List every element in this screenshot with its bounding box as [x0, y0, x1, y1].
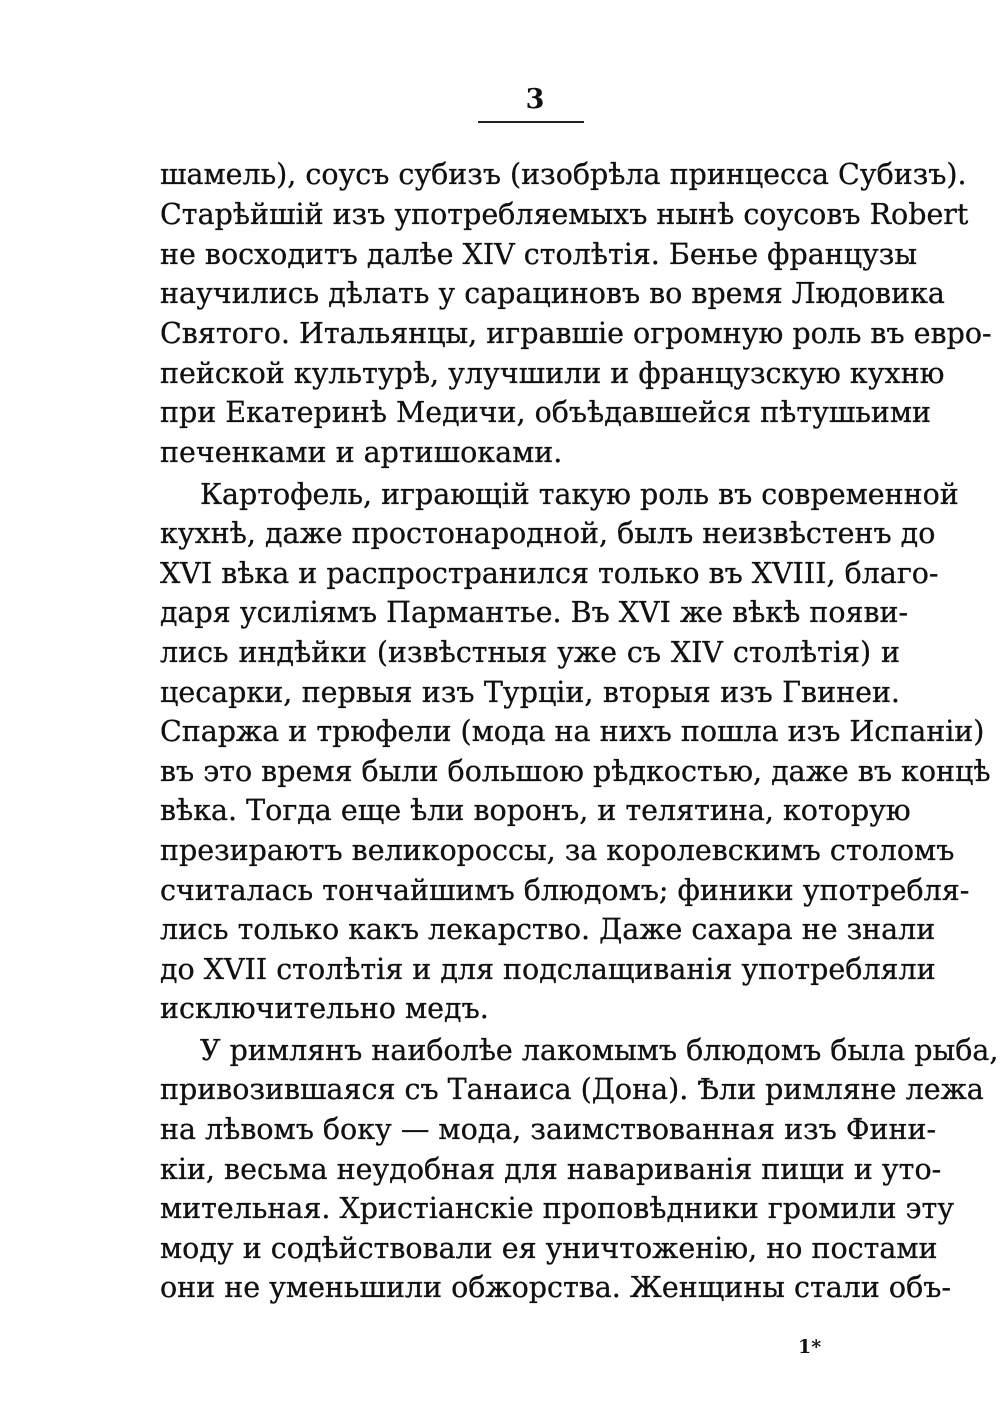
text-line: пейской культурѣ, улучшили и французскую кухню	[160, 357, 945, 390]
text-line: на лѣвомъ боку — мода, заимствованная изъ Фини-	[160, 1113, 937, 1146]
text-line: Святого. Итальянцы, игравшіе огромную роль въ евро-	[160, 317, 992, 350]
text-line: шамель), соусъ субизъ (изобрѣла принцесса Субизъ).	[160, 158, 967, 191]
page-number: 3	[525, 84, 545, 115]
text-line: научились дѣлать у сарациновъ во время Людовика	[160, 277, 945, 310]
printer-signature-mark: 1*	[798, 1336, 822, 1358]
text-line: лись только какъ лекарство. Даже сахара не знали	[160, 913, 936, 946]
text-line: привозившаяся съ Танаиса (Дона). Ѣли римляне лежа	[160, 1073, 984, 1106]
text-line: въ это время были большою рѣдкостью, даже въ концѣ	[160, 755, 991, 788]
text-line: Старѣйшій изъ употребляемыхъ нынѣ соусовъ Robert	[160, 198, 969, 231]
text-line: печенками и артишоками.	[160, 436, 563, 469]
text-line: при Екатеринѣ Медичи, объѣдавшейся пѣтушьими	[160, 396, 932, 429]
text-line: У римлянъ наиболѣе лакомымъ блюдомъ была рыба,	[200, 1034, 999, 1067]
text-line: Картофель, играющій такую роль въ современной	[200, 478, 959, 511]
text-line: они не уменьшили обжорства. Женщины стали объ-	[160, 1271, 951, 1304]
text-line: презираютъ великороссы, за королевскимъ столомъ	[160, 834, 955, 867]
text-line: моду и содѣйствовали ея уничтоженію, но постами	[160, 1232, 938, 1265]
text-line: XVI вѣка и распространился только въ XVIII, благо-	[160, 557, 939, 590]
text-line: Спаржа и трюфели (мода на нихъ пошла изъ Испаніи)	[160, 715, 985, 748]
text-line: даря усиліямъ Пармантье. Въ XVI же вѣкѣ появи-	[160, 596, 909, 629]
text-line: вѣка. Тогда еще ѣли воронъ, и телятина, которую	[160, 794, 911, 827]
text-line: не восходитъ далѣе XIV столѣтія. Бенье французы	[160, 238, 918, 271]
text-line: кухнѣ, даже простонародной, былъ неизвѣстенъ до	[160, 517, 936, 550]
text-line: кіи, весьма неудобная для навариванія пищи и уто-	[160, 1153, 942, 1186]
header-rule	[478, 121, 584, 123]
text-line: исключительно медъ.	[160, 992, 489, 1025]
text-line: считалась тончайшимъ блюдомъ; финики употребля-	[160, 874, 970, 907]
text-line: цесарки, первыя изъ Турціи, вторыя изъ Гвинеи.	[160, 676, 900, 709]
text-line: лись индѣйки (извѣстныя уже съ XIV столѣтія) и	[160, 636, 900, 669]
text-line: мительная. Христіанскіе проповѣдники громили эту	[160, 1192, 955, 1225]
text-line: до XVII столѣтія и для подслащиванія употребляли	[160, 953, 936, 986]
